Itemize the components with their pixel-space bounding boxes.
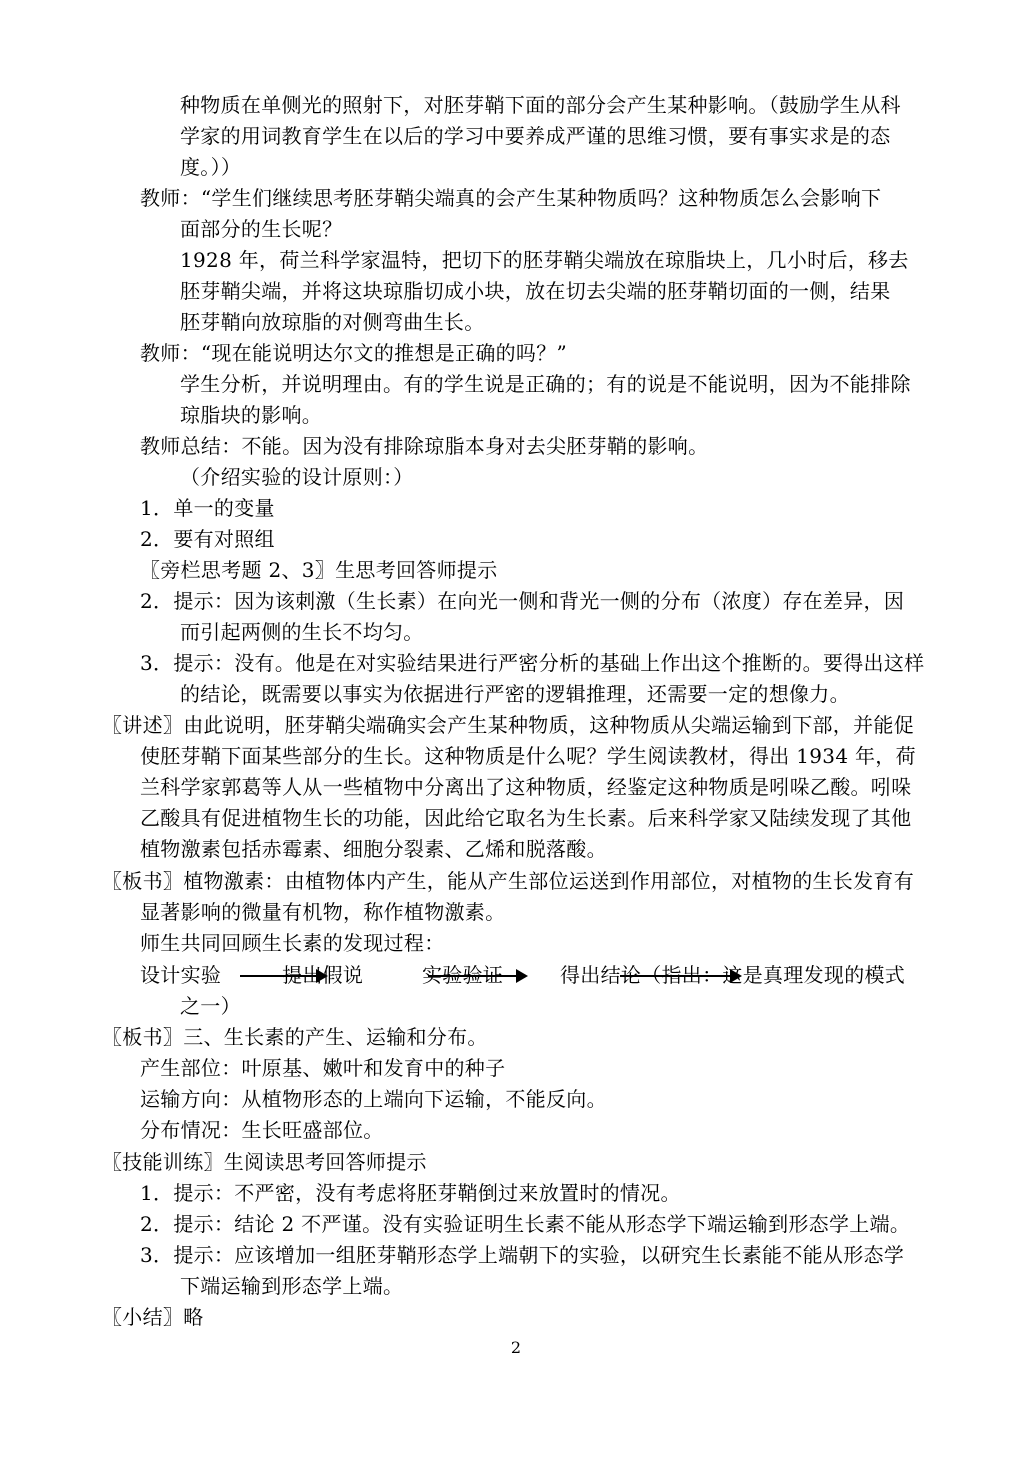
list-item: 2．提示：结论 2 不严谨。没有实验证明生长素不能从形态学下端运输到形态学上端。 xyxy=(140,1212,911,1236)
list-item: 3．提示：没有。他是在对实验结果进行严密分析的基础上作出这个推断的。要得出这样 xyxy=(140,651,925,675)
section-heading: 〖小结〗略 xyxy=(102,1305,204,1329)
flow-step: 提出假说 xyxy=(282,963,364,987)
text-line: （介绍实验的设计原则：） xyxy=(180,465,414,489)
text-line: 之一） xyxy=(180,994,241,1018)
flow-step: 得出结论（指出：这是真理发现的模式 xyxy=(560,963,906,987)
text-line: 学生分析，并说明理由。有的学生说是正确的；有的说是不能说明，因为不能排除 xyxy=(180,372,911,396)
flow-step: 实验验证 xyxy=(422,963,504,987)
flow-step: 设计实验 xyxy=(140,963,222,987)
list-item: 2．提示：因为该刺激（生长素）在向光一侧和背光一侧的分布（浓度）存在差异，因 xyxy=(140,589,905,613)
section-heading: 〖板书〗植物激素：由植物体内产生，能从产生部位运送到作用部位，对植物的生长发育有 xyxy=(102,869,914,893)
list-item: 1．提示：不严密，没有考虑将胚芽鞘倒过来放置时的情况。 xyxy=(140,1181,681,1205)
teacher-line: 教师：“现在能说明达尔文的推想是正确的吗？” xyxy=(140,341,568,365)
text-line: 使胚芽鞘下面某些部分的生长。这种物质是什么呢？学生阅读教材，得出 1934 年，荷 xyxy=(140,744,916,768)
text-line: 师生共同回顾生长素的发现过程： xyxy=(140,931,445,955)
text-line: 1928 年，荷兰科学家温特，把切下的胚芽鞘尖端放在琼脂块上，几小时后，移去 xyxy=(180,248,909,272)
text-line: 种物质在单侧光的照射下，对胚芽鞘下面的部分会产生某种影响。（鼓励学生从科 xyxy=(180,93,901,117)
section-heading: 〖技能训练〗生阅读思考回答师提示 xyxy=(102,1150,427,1174)
text-line: 胚芽鞘向放琼脂的对侧弯曲生长。 xyxy=(180,310,485,334)
teacher-summary-line: 教师总结：不能。因为没有排除琼脂本身对去尖胚芽鞘的影响。 xyxy=(140,434,709,458)
text-line: 分布情况：生长旺盛部位。 xyxy=(140,1118,384,1142)
text-line: 运输方向：从植物形态的上端向下运输，不能反向。 xyxy=(140,1087,607,1111)
text-line: 的结论，既需要以事实为依据进行严密的逻辑推理，还需要一定的想像力。 xyxy=(180,682,850,706)
text-line: 显著影响的微量有机物，称作植物激素。 xyxy=(140,900,506,924)
list-item: 1．单一的变量 xyxy=(140,496,275,520)
section-heading: 〖板书〗三、生长素的产生、运输和分布。 xyxy=(102,1025,488,1049)
list-item: 3．提示：应该增加一组胚芽鞘形态学上端朝下的实验，以研究生长素能不能从形态学 xyxy=(140,1243,905,1267)
text-line: 而引起两侧的生长不均匀。 xyxy=(180,620,424,644)
text-line: 面部分的生长呢？ xyxy=(180,217,343,241)
section-heading: 〖讲述〗由此说明，胚芽鞘尖端确实会产生某种物质，这种物质从尖端运输到下部，并能促 xyxy=(102,713,914,737)
text-line: 琼脂块的影响。 xyxy=(180,403,323,427)
teacher-line: 教师：“学生们继续思考胚芽鞘尖端真的会产生某种物质吗？这种物质怎么会影响下 xyxy=(140,186,882,210)
section-heading: 〖旁栏思考题 2、3〗生思考回答师提示 xyxy=(140,558,498,582)
text-line: 度。）） xyxy=(180,155,242,179)
text-line: 下端运输到形态学上端。 xyxy=(180,1274,404,1298)
page-number: 2 xyxy=(510,1338,522,1357)
text-line: 学家的用词教育学生在以后的学习中要养成严谨的思维习惯，要有事实求是的态 xyxy=(180,124,891,148)
text-line: 乙酸具有促进植物生长的功能，因此给它取名为生长素。后来科学家又陆续发现了其他 xyxy=(140,806,912,830)
text-line: 胚芽鞘尖端，并将这块琼脂切成小块，放在切去尖端的胚芽鞘切面的一侧，结果 xyxy=(180,279,891,303)
text-line: 兰科学家郭葛等人从一些植物中分离出了这种物质，经鉴定这种物质是吲哚乙酸。吲哚 xyxy=(140,775,912,799)
text-line: 产生部位：叶原基、嫩叶和发育中的种子 xyxy=(140,1056,506,1080)
list-item: 2．要有对照组 xyxy=(140,527,275,551)
text-line: 植物激素包括赤霉素、细胞分裂素、乙烯和脱落酸。 xyxy=(140,837,607,861)
